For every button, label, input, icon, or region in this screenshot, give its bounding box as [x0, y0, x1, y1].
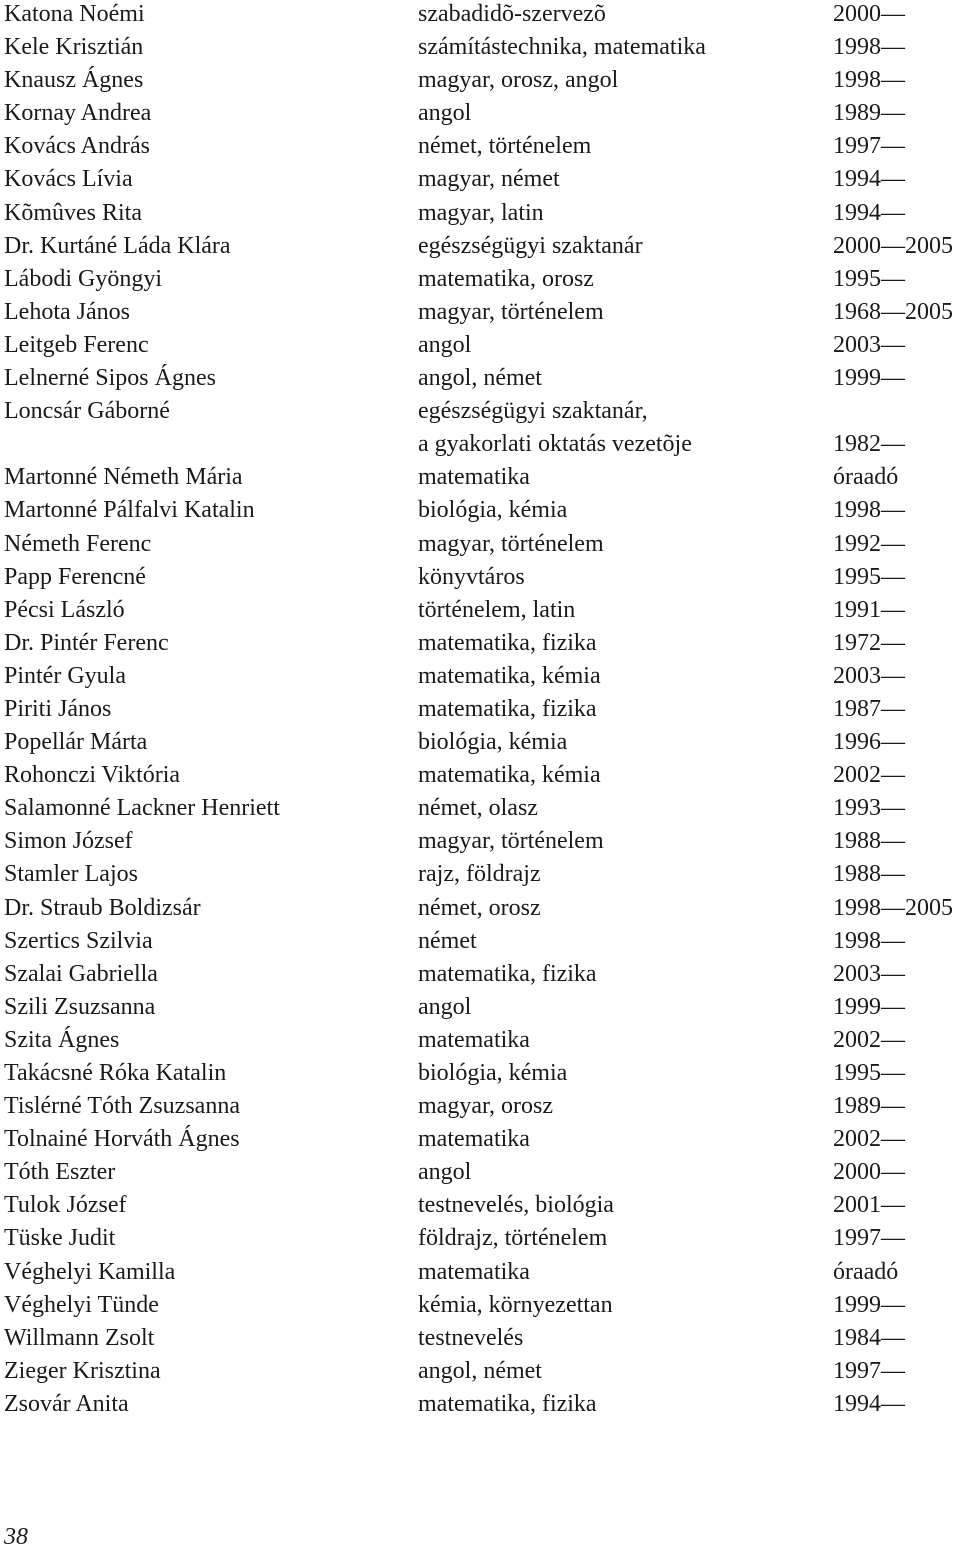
staff-name: Stamler Lajos	[4, 861, 138, 888]
staff-name: Tüske Judit	[4, 1225, 116, 1252]
staff-name: Kovács Lívia	[4, 166, 133, 193]
staff-subject: kémia, környezettan	[418, 1291, 613, 1318]
staff-row	[0, 761, 960, 794]
staff-name: Loncsár Gáborné	[4, 398, 170, 425]
staff-subject: matematika, fizika	[418, 695, 597, 722]
staff-years: óraadó	[833, 464, 899, 491]
staff-subject: matematika	[418, 1258, 530, 1285]
staff-row	[0, 1125, 960, 1158]
staff-years: 1982—	[833, 431, 905, 458]
staff-years: 1993—	[833, 795, 905, 822]
staff-subject: magyar, latin	[418, 199, 544, 226]
staff-row	[0, 298, 960, 331]
staff-name: Szita Ágnes	[4, 1026, 120, 1053]
staff-subject: magyar, történelem	[418, 530, 604, 557]
staff-subject: angol	[418, 993, 472, 1020]
staff-years: 1999—	[833, 993, 905, 1020]
staff-name: Dr. Straub Boldizsár	[4, 894, 201, 921]
staff-row	[0, 960, 960, 993]
staff-subject: történelem, latin	[418, 596, 576, 623]
staff-subject: német, orosz	[418, 894, 541, 921]
staff-name: Szili Zsuzsanna	[4, 993, 156, 1020]
staff-subject: angol	[418, 100, 472, 127]
staff-name: Véghelyi Tünde	[4, 1291, 159, 1318]
staff-row	[0, 1224, 960, 1257]
staff-row	[0, 1191, 960, 1224]
staff-subject: magyar, orosz, angol	[418, 67, 619, 94]
staff-name: Zieger Krisztina	[4, 1357, 161, 1384]
staff-name: Martonné Pálfalvi Katalin	[4, 497, 255, 524]
staff-years: 2003—	[833, 662, 905, 689]
staff-years: 1998—2005	[833, 894, 953, 921]
staff-subject	[418, 397, 692, 463]
staff-years: 1984—	[833, 1324, 905, 1351]
staff-name: Szalai Gabriella	[4, 960, 158, 987]
staff-row	[0, 364, 960, 397]
staff-years: 1992—	[833, 530, 905, 557]
staff-years: 2000—	[833, 1, 905, 27]
staff-row	[0, 1026, 960, 1059]
staff-name: Lábodi Gyöngyi	[4, 265, 162, 292]
staff-row	[0, 397, 960, 463]
staff-row	[0, 894, 960, 927]
staff-name: Salamonné Lackner Henriett	[4, 795, 280, 822]
staff-subject: matematika	[418, 464, 530, 491]
staff-subject: testnevelés, biológia	[418, 1192, 614, 1219]
staff-row	[0, 1357, 960, 1390]
staff-row	[0, 827, 960, 860]
staff-row	[0, 1059, 960, 1092]
staff-subject: egészségügyi szaktanár	[418, 232, 643, 259]
staff-years: 1997—	[833, 1357, 905, 1384]
staff-subject: testnevelés	[418, 1324, 524, 1351]
staff-name: Véghelyi Kamilla	[4, 1258, 176, 1285]
staff-years: 1988—	[833, 861, 905, 888]
staff-years: 1987—	[833, 695, 905, 722]
staff-years: 1997—	[833, 133, 905, 160]
staff-row	[0, 662, 960, 695]
staff-row	[0, 0, 960, 33]
staff-name: Dr. Kurtáné Láda Klára	[4, 232, 231, 259]
staff-row	[0, 629, 960, 662]
staff-row	[0, 33, 960, 66]
staff-years: 1999—	[833, 1291, 905, 1318]
staff-subject: biológia, kémia	[418, 497, 568, 524]
staff-row	[0, 199, 960, 232]
staff-subject: matematika, kémia	[418, 762, 601, 789]
staff-name: Katona Noémi	[4, 1, 145, 27]
staff-row	[0, 927, 960, 960]
staff-name: Zsovár Anita	[4, 1390, 129, 1417]
staff-name: Tóth Eszter	[4, 1159, 116, 1186]
staff-subject: matematika, fizika	[418, 1390, 597, 1417]
staff-subject: matematika, fizika	[418, 960, 597, 987]
staff-years: 1998—	[833, 497, 905, 524]
staff-name: Leitgeb Ferenc	[4, 331, 149, 358]
staff-years: 1994—	[833, 199, 905, 226]
staff-name: Lehota János	[4, 298, 130, 325]
staff-name: Piriti János	[4, 695, 112, 722]
staff-row	[0, 331, 960, 364]
staff-name: Tislérné Tóth Zsuzsanna	[4, 1093, 240, 1120]
staff-subject: német	[418, 927, 477, 954]
staff-subject: angol, német	[418, 1357, 542, 1384]
staff-years: 2000—2005	[833, 232, 953, 259]
staff-years: 1998—	[833, 34, 905, 61]
staff-name: Papp Ferencné	[4, 563, 146, 590]
staff-name: Takácsné Róka Katalin	[4, 1060, 227, 1086]
staff-name: Kele Krisztián	[4, 34, 144, 61]
staff-years: 1995—	[833, 563, 905, 590]
staff-subject: biológia, kémia	[418, 1060, 568, 1086]
staff-row	[0, 463, 960, 496]
staff-subject: matematika, orosz	[418, 265, 594, 292]
staff-row	[0, 1390, 960, 1423]
staff-years: 2001—	[833, 1192, 905, 1219]
staff-row	[0, 1324, 960, 1357]
staff-subject: magyar, orosz	[418, 1093, 553, 1120]
staff-subject: magyar, történelem	[418, 828, 604, 855]
staff-row	[0, 265, 960, 298]
staff-subject: matematika	[418, 1026, 530, 1053]
staff-name: Tolnainé Horváth Ágnes	[4, 1126, 240, 1153]
staff-name: Kornay Andrea	[4, 100, 152, 127]
staff-years: 1991—	[833, 596, 905, 623]
staff-subject: matematika, kémia	[418, 662, 601, 689]
staff-name: Willmann Zsolt	[4, 1324, 155, 1351]
staff-years: 2000—	[833, 1159, 905, 1186]
staff-years: 1998—	[833, 67, 905, 94]
staff-years: 1996—	[833, 729, 905, 756]
staff-row	[0, 993, 960, 1026]
staff-subject-line: a gyakorlati oktatás vezetõje	[418, 431, 692, 458]
staff-name: Tulok József	[4, 1192, 127, 1219]
staff-subject: angol	[418, 1159, 472, 1186]
staff-years: 1997—	[833, 1225, 905, 1252]
staff-row	[0, 1258, 960, 1291]
staff-row	[0, 99, 960, 132]
staff-subject: magyar, német	[418, 166, 560, 193]
staff-subject: rajz, földrajz	[418, 861, 541, 888]
staff-name: Kõmûves Rita	[4, 199, 142, 226]
staff-name: Popellár Márta	[4, 729, 148, 756]
staff-subject: könyvtáros	[418, 563, 525, 590]
staff-row	[0, 132, 960, 165]
staff-years: óraadó	[833, 1258, 899, 1285]
staff-subject-line: egészségügyi szaktanár,	[418, 398, 648, 425]
staff-row	[0, 1092, 960, 1125]
staff-subject: magyar, történelem	[418, 298, 604, 325]
staff-name: Kovács András	[4, 133, 150, 160]
staff-row	[0, 530, 960, 563]
staff-years: 2002—	[833, 1126, 905, 1153]
staff-name: Martonné Németh Mária	[4, 464, 243, 491]
staff-years: 1994—	[833, 166, 905, 193]
staff-subject: angol, német	[418, 365, 542, 392]
staff-years: 1968—2005	[833, 298, 953, 325]
staff-years: 1994—	[833, 1390, 905, 1417]
staff-years: 1995—	[833, 1060, 905, 1086]
staff-subject: földrajz, történelem	[418, 1225, 608, 1252]
page-number: 38	[4, 1524, 28, 1550]
staff-years: 1995—	[833, 265, 905, 292]
staff-row	[0, 66, 960, 99]
staff-name: Knausz Ágnes	[4, 67, 144, 94]
staff-name: Pécsi László	[4, 596, 125, 623]
staff-years: 1999—	[833, 365, 905, 392]
staff-years: 2003—	[833, 960, 905, 987]
staff-row	[0, 728, 960, 761]
staff-years: 2002—	[833, 1026, 905, 1053]
staff-row	[0, 860, 960, 893]
staff-years: 1989—	[833, 1093, 905, 1120]
staff-name: Pintér Gyula	[4, 662, 126, 689]
staff-name: Németh Ferenc	[4, 530, 152, 557]
staff-years: 1998—	[833, 927, 905, 954]
staff-years: 2003—	[833, 331, 905, 358]
staff-subject: szabadidõ-szervezõ	[418, 1, 606, 27]
staff-name: Rohonczi Viktória	[4, 762, 181, 789]
staff-subject: matematika	[418, 1126, 530, 1153]
staff-name: Szertics Szilvia	[4, 927, 153, 954]
staff-years: 1988—	[833, 828, 905, 855]
staff-row	[0, 165, 960, 198]
staff-years: 2002—	[833, 762, 905, 789]
staff-subject: német, történelem	[418, 133, 592, 160]
staff-subject: matematika, fizika	[418, 629, 597, 656]
staff-row	[0, 596, 960, 629]
staff-subject: német, olasz	[418, 795, 538, 822]
staff-row	[0, 1158, 960, 1191]
staff-row	[0, 232, 960, 265]
staff-row	[0, 695, 960, 728]
staff-name: Simon József	[4, 828, 133, 855]
staff-subject: számítástechnika, matematika	[418, 34, 706, 61]
staff-subject: angol	[418, 331, 472, 358]
staff-row	[0, 794, 960, 827]
staff-subject: biológia, kémia	[418, 729, 568, 756]
staff-row	[0, 496, 960, 529]
staff-row	[0, 563, 960, 596]
staff-years: 1972—	[833, 629, 905, 656]
staff-name: Dr. Pintér Ferenc	[4, 629, 169, 656]
staff-name: Lelnerné Sipos Ágnes	[4, 365, 216, 392]
staff-years: 1989—	[833, 100, 905, 127]
staff-row	[0, 1291, 960, 1324]
